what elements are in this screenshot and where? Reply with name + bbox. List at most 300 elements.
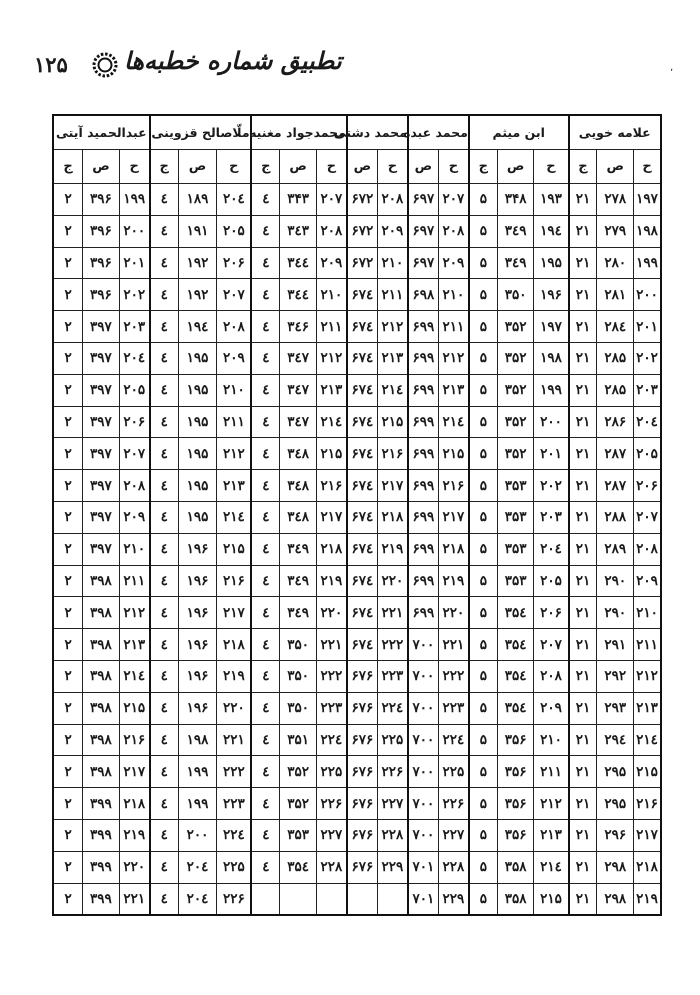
group-header-row (53, 115, 661, 150)
table-cell: ۶۹۹ (408, 374, 439, 406)
table-cell: ۲۲۶ (316, 788, 346, 820)
table-cell: ۵ (469, 215, 497, 247)
table-cell: ۱۹۵ (178, 470, 217, 502)
table-cell: ٤ (150, 883, 178, 915)
table-cell: ۲۸۷ (597, 438, 634, 470)
table-cell: ۶۹۹ (408, 533, 439, 565)
table-cell: ۲۰۹ (438, 247, 468, 279)
table-cell: ۲۹۲ (597, 660, 634, 692)
table-cell: ۲۲۶ (217, 883, 252, 915)
table-cell: ۲۱٤ (634, 724, 661, 756)
table-cell: ۳۹۶ (83, 279, 120, 311)
table-cell: ۲۱۱ (438, 311, 468, 343)
table-cell: ۲۱ (569, 597, 597, 629)
table-cell: ٤ (251, 629, 279, 661)
table-cell: ۳٤۷ (280, 342, 317, 374)
table-cell: ۶۹۷ (408, 215, 439, 247)
table-cell: ۵ (469, 692, 497, 724)
page-header (30, 40, 674, 90)
table-cell: ٤ (150, 692, 178, 724)
table-cell: ۱۹٤ (534, 215, 569, 247)
table-row (53, 629, 661, 661)
table-cell: ۲ (53, 629, 83, 661)
table-cell: ۲۱۹ (217, 660, 252, 692)
table-cell: ۲۰۰ (119, 215, 149, 247)
table-cell: ۲۱ (569, 406, 597, 438)
table-cell: ۶۹۹ (408, 597, 439, 629)
table-cell: ۱۹۵ (178, 374, 217, 406)
table-cell: ۲۰۹ (217, 342, 252, 374)
table-cell: ۲۲۲ (377, 629, 407, 661)
table-cell: ۲۲۹ (438, 883, 468, 915)
table-cell: ۲۱٤ (377, 374, 407, 406)
table-cell: ٤ (150, 342, 178, 374)
table-cell: ۳٤٤ (280, 279, 317, 311)
table-row (53, 851, 661, 883)
table-cell: ۳۹۷ (83, 438, 120, 470)
table-cell: ۵ (469, 629, 497, 661)
table-cell: ٤ (150, 374, 178, 406)
table-cell: ۳٤۶ (280, 311, 317, 343)
table-cell: ۱۹۹ (534, 374, 569, 406)
table-cell: ۲۱٤ (119, 660, 149, 692)
table-cell: ۲۱ (569, 342, 597, 374)
table-row (53, 247, 661, 279)
table-cell: ۵ (469, 247, 497, 279)
table-cell: ۲۱ (569, 533, 597, 565)
table-cell: ۲۱۵ (217, 533, 252, 565)
table-cell: ۲۰۱ (534, 438, 569, 470)
table-cell: ۲۱۵ (438, 438, 468, 470)
table-cell: ۲ (53, 565, 83, 597)
table-cell: ۵ (469, 406, 497, 438)
table-cell: ۶۷۶ (347, 724, 378, 756)
table-cell: ۳۵۳ (497, 533, 534, 565)
table-cell: ۱۹۶ (178, 565, 217, 597)
table-cell: ۲ (53, 788, 83, 820)
table-cell: ۳۹۹ (83, 819, 120, 851)
table-cell: ۲۰۶ (119, 406, 149, 438)
group-header-mughniyah: محمدجواد مغنیه (251, 115, 347, 150)
table-cell: ۱۹۲ (178, 247, 217, 279)
sub-header-cell: ج (469, 150, 497, 184)
table-cell: ۲۱۰ (316, 279, 346, 311)
table-cell: ۲ (53, 438, 83, 470)
table-cell: ۲۰۳ (119, 311, 149, 343)
table-cell: ٤ (150, 247, 178, 279)
table-cell: ۲ (53, 279, 83, 311)
table-cell: ۲۲۸ (438, 851, 468, 883)
sub-header-cell: ص (178, 150, 217, 184)
table-cell: ۶۹۹ (408, 501, 439, 533)
table-cell: ۳٤۹ (280, 597, 317, 629)
table-cell: ۲۰۶ (534, 597, 569, 629)
table-cell: ۱۹۱ (178, 215, 217, 247)
table-cell: ۵ (469, 533, 497, 565)
table-cell: ۲۱ (569, 311, 597, 343)
table-cell: ۵ (469, 470, 497, 502)
table-cell: ۳۹۹ (83, 788, 120, 820)
table-cell: ۶۹۹ (408, 311, 439, 343)
table-cell: ۳۵۶ (497, 756, 534, 788)
table-row (53, 883, 661, 915)
table-cell: ۶۹۹ (408, 565, 439, 597)
table-cell: ۲۱ (569, 756, 597, 788)
sub-header-cell: ح (316, 150, 346, 184)
table-cell: ۲۰۷ (119, 438, 149, 470)
table-cell: ۲۲۳ (438, 692, 468, 724)
table-cell: ٤ (150, 851, 178, 883)
table-cell: ۵ (469, 311, 497, 343)
table-cell: ٤ (150, 788, 178, 820)
table-cell (347, 883, 378, 915)
table-cell: ۳٤۸ (280, 438, 317, 470)
table-cell: ۲۹۵ (597, 788, 634, 820)
table-cell: ۳۵۰ (497, 279, 534, 311)
table-row (53, 724, 661, 756)
table-cell: ۱۹٤ (178, 311, 217, 343)
table-cell: ۲ (53, 215, 83, 247)
table-cell: ۲۱۲ (534, 788, 569, 820)
table-cell: ۲۰۸ (634, 533, 661, 565)
table-cell: ۲۱۳ (634, 692, 661, 724)
table-cell: ٤ (251, 851, 279, 883)
table-cell: ۲ (53, 724, 83, 756)
table-cell: ۲ (53, 342, 83, 374)
table-cell: ۱۹۸ (178, 724, 217, 756)
group-header-abduh: محمد عبده (408, 115, 469, 150)
table-cell: ۲۱۵ (316, 438, 346, 470)
table-cell: ۳٤۹ (280, 565, 317, 597)
table-cell: ۲۱۳ (119, 629, 149, 661)
table-cell: ۳۵۲ (280, 756, 317, 788)
concordance-table (52, 114, 662, 916)
table-cell: ٤ (150, 597, 178, 629)
table-cell: ۲۹۱ (597, 629, 634, 661)
table-cell: ۶۷٤ (347, 374, 378, 406)
table-cell: ۲۱۸ (119, 788, 149, 820)
sub-header-cell: ح (217, 150, 252, 184)
table-cell: ٤ (251, 215, 279, 247)
table-cell: ۲۲۵ (217, 851, 252, 883)
group-header-qazvini: ملّاصالح قزوینی (150, 115, 252, 150)
table-cell: ۲۸۵ (597, 374, 634, 406)
table-cell: ۳۵۲ (497, 438, 534, 470)
table-cell: ۱۹۳ (534, 184, 569, 216)
table-cell: ۲ (53, 247, 83, 279)
table-cell: ۳۵۱ (280, 724, 317, 756)
table-cell: ۲۱۰ (634, 597, 661, 629)
table-cell: ۲۱ (569, 279, 597, 311)
table-cell: ۲۲۲ (217, 756, 252, 788)
table-cell: ۲۱۶ (377, 438, 407, 470)
table-cell: ۵ (469, 184, 497, 216)
table-cell: ۷۰۰ (408, 692, 439, 724)
table-cell: ۲۲٤ (316, 724, 346, 756)
table-cell: ۲۱٤ (438, 406, 468, 438)
table-cell: ۲۱۶ (438, 470, 468, 502)
group-header-ibn-maytham: ابن میثم (469, 115, 569, 150)
table-cell: ۷۰۰ (408, 788, 439, 820)
table-cell: ۱۹۸ (534, 342, 569, 374)
table-cell: ۶۷۲ (347, 247, 378, 279)
table-row (53, 819, 661, 851)
table-cell: ۳۵۸ (497, 851, 534, 883)
table-row (53, 374, 661, 406)
table-cell: ۲۰٤ (119, 342, 149, 374)
table-cell: ۲۱۷ (438, 501, 468, 533)
table-cell: ۲۱۲ (438, 342, 468, 374)
table-cell: ۳۵۶ (497, 724, 534, 756)
table-cell: ۲۲۰ (316, 597, 346, 629)
sub-header-cell: ح (634, 150, 661, 184)
table-cell: ۲۹٤ (597, 724, 634, 756)
table-cell: ۶۷۶ (347, 692, 378, 724)
table-cell: ۲۰۸ (438, 215, 468, 247)
table-cell: ۲۱۹ (377, 533, 407, 565)
table-cell: ۶۹۹ (408, 470, 439, 502)
table-cell: ۲۱۰ (377, 247, 407, 279)
table-cell: ۲۱ (569, 565, 597, 597)
table-cell: ۱۹۶ (534, 279, 569, 311)
table-cell: ۲۰۲ (634, 342, 661, 374)
table-cell: ۱۹۹ (634, 247, 661, 279)
table-cell: ۲۹۵ (597, 756, 634, 788)
table-cell: ۲۱۱ (534, 756, 569, 788)
table-cell: ۷۰۱ (408, 851, 439, 883)
table-cell: ۲۱۶ (119, 724, 149, 756)
table-cell: ۲۱۷ (634, 819, 661, 851)
table-cell: ۲۲۰ (119, 851, 149, 883)
table-cell: ۵ (469, 883, 497, 915)
table-cell: ۳۹۷ (83, 374, 120, 406)
table-cell: ۲۸۵ (597, 342, 634, 374)
flower-ornament-icon (92, 52, 118, 78)
table-cell: ۲۱۷ (119, 756, 149, 788)
table-cell: ۳۵۲ (497, 311, 534, 343)
table-cell: ۳۴۳ (280, 184, 317, 216)
table-cell: ۲۱ (569, 660, 597, 692)
sub-header-cell: ص (83, 150, 120, 184)
table-cell: ۲۰۹ (634, 565, 661, 597)
table-cell: ۲۰۶ (634, 470, 661, 502)
table-row (53, 342, 661, 374)
table-cell: ۲ (53, 756, 83, 788)
table-cell: ۲۱٤ (534, 851, 569, 883)
table-cell: ۲۸٤ (597, 311, 634, 343)
table-cell: ۳۹۶ (83, 215, 120, 247)
table-cell: ۶۷٤ (347, 597, 378, 629)
table-cell: ۲۲۷ (316, 819, 346, 851)
table-cell: ۳۵۳ (497, 470, 534, 502)
table-cell (377, 883, 407, 915)
table-cell: ۶۷۶ (347, 819, 378, 851)
table-cell: ۳۵۳ (497, 501, 534, 533)
table-cell: ۶۹۹ (408, 342, 439, 374)
table-cell: ۲۱ (569, 851, 597, 883)
table-cell: ۳۹۷ (83, 342, 120, 374)
sub-header-cell: ص (597, 150, 634, 184)
table-cell: ۳٤۳ (280, 215, 317, 247)
table-cell: ۳۵۸ (497, 883, 534, 915)
table-cell: ۲۱۳ (217, 470, 252, 502)
table-cell: ٤ (251, 565, 279, 597)
table-cell: ۵ (469, 724, 497, 756)
table-cell: ۶۹۹ (408, 406, 439, 438)
table-cell: ٤ (150, 279, 178, 311)
table-cell: ۳۵٤ (497, 629, 534, 661)
table-cell: ٤ (251, 184, 279, 216)
table-cell: ۱۹۸ (634, 215, 661, 247)
page-number: ۱۲۵ (34, 52, 68, 77)
table-cell: ٤ (150, 660, 178, 692)
table-cell: ۶۷٤ (347, 311, 378, 343)
table-cell: ۲۲۲ (438, 660, 468, 692)
group-header-khoei: علامه خویی (569, 115, 662, 150)
table-cell: ۱۹۷ (534, 311, 569, 343)
table-cell: ۲۱ (569, 724, 597, 756)
table-cell: ۲۱۹ (119, 819, 149, 851)
table-cell: ۲۱۲ (217, 438, 252, 470)
table-cell: ٤ (150, 565, 178, 597)
table-row (53, 184, 661, 216)
table-cell: ۲۱۷ (316, 501, 346, 533)
table-cell: ۲ (53, 819, 83, 851)
table-cell: ۲۲۳ (377, 660, 407, 692)
table-cell: ۶۷۶ (347, 851, 378, 883)
table-cell: ٤ (251, 501, 279, 533)
table-cell: ۲۹۸ (597, 883, 634, 915)
table-cell: ۲۰۹ (534, 692, 569, 724)
table-cell: ۲ (53, 184, 83, 216)
table-cell: ۲۰۵ (634, 438, 661, 470)
table-cell: ۲۲۸ (377, 819, 407, 851)
table-cell: ۳۵۶ (497, 788, 534, 820)
table-cell: ۳٤۷ (280, 406, 317, 438)
table-row (53, 501, 661, 533)
table-cell: ۳٤۹ (497, 247, 534, 279)
table-cell: ۲ (53, 660, 83, 692)
table-cell: ۲۱۳ (377, 342, 407, 374)
table-cell: ۲۱۰ (438, 279, 468, 311)
table-cell: ۲۲۵ (316, 756, 346, 788)
table-cell: ٤ (150, 724, 178, 756)
table-cell: ۲۲۳ (217, 788, 252, 820)
table-cell: ۲ (53, 692, 83, 724)
table-cell: ۲۹۰ (597, 597, 634, 629)
table-cell: ۲ (53, 883, 83, 915)
table-cell: ۲۱ (569, 692, 597, 724)
table-cell: ۳۹۸ (83, 724, 120, 756)
table-cell: ٤ (251, 438, 279, 470)
table-cell: ۲۱ (569, 788, 597, 820)
table-row (53, 533, 661, 565)
table-cell: ۳٤۹ (497, 215, 534, 247)
table-cell: ٤ (251, 756, 279, 788)
table-cell: ٤ (150, 501, 178, 533)
table-cell: ۲۱۸ (377, 501, 407, 533)
table-cell: ۲۲۱ (217, 724, 252, 756)
table-cell: ۲۰۹ (119, 501, 149, 533)
table-cell: ۳۹۷ (83, 406, 120, 438)
table-cell: ۲۰۸ (119, 470, 149, 502)
table-cell: ۶۹۹ (408, 438, 439, 470)
table-cell: ۲۸۸ (597, 501, 634, 533)
table-cell: ۱۹۶ (178, 660, 217, 692)
table-cell: ٤ (251, 342, 279, 374)
table-row (53, 692, 661, 724)
table-cell: ۲۰۵ (217, 215, 252, 247)
table-cell: ۲۰۸ (217, 311, 252, 343)
table-cell: ۲۲۱ (377, 597, 407, 629)
table-cell: ۲۸۱ (597, 279, 634, 311)
table-cell: ۵ (469, 756, 497, 788)
table-cell: ۲۲٤ (438, 724, 468, 756)
sub-header-cell: ص (280, 150, 317, 184)
table-cell: ۲۰۰ (178, 819, 217, 851)
table-cell: ۲۱۲ (377, 311, 407, 343)
table-cell: ۳٤٤ (280, 247, 317, 279)
table-cell: ۱۹۶ (178, 533, 217, 565)
table-cell: ۲۱۲ (316, 342, 346, 374)
table-cell: ۳۴۸ (497, 184, 534, 216)
table-cell: ۲۲٤ (377, 692, 407, 724)
table-cell: ٤ (150, 470, 178, 502)
table-cell: ۶۷٤ (347, 438, 378, 470)
table-cell: ۳۵۲ (497, 342, 534, 374)
group-header-ayati: عبدالحمید آیتی (53, 115, 150, 150)
table-cell: ۳۵٤ (497, 692, 534, 724)
table-cell: ۲۰۰ (634, 279, 661, 311)
table-cell: ۳۹۸ (83, 597, 120, 629)
sub-header-cell: ج (251, 150, 279, 184)
table-cell: ۷۰۰ (408, 819, 439, 851)
table-cell: ۲۰۵ (119, 374, 149, 406)
table-cell: ۲۰۰ (534, 406, 569, 438)
table-cell: ٤ (150, 438, 178, 470)
table-cell: ۳۹۸ (83, 660, 120, 692)
table-row (53, 438, 661, 470)
sub-header-cell: ح (119, 150, 149, 184)
table-cell: ۱۹۹ (178, 788, 217, 820)
table-cell: ۳۵۳ (497, 565, 534, 597)
group-header-dashti: محمد دشتی (347, 115, 408, 150)
table-cell: ۵ (469, 565, 497, 597)
table-cell: ۲۸۹ (597, 533, 634, 565)
table-cell: ٤ (150, 756, 178, 788)
table-cell: ۶۹۷ (408, 184, 439, 216)
table-cell: ۳٤۸ (280, 470, 317, 502)
table-cell: ۳٤۷ (280, 374, 317, 406)
table-cell: ۲۸۰ (597, 247, 634, 279)
table-cell: ۷۰۰ (408, 660, 439, 692)
table-cell: ۲۱ (569, 374, 597, 406)
table-cell: ۲۱۲ (634, 660, 661, 692)
table-cell: ۲۱۲ (119, 597, 149, 629)
table-cell: ۲۱ (569, 247, 597, 279)
table-cell: ۲۱ (569, 438, 597, 470)
table-cell: ۳۹۷ (83, 311, 120, 343)
table-cell (280, 883, 317, 915)
table-cell: ۵ (469, 819, 497, 851)
table-row (53, 406, 661, 438)
table-cell: ۲۱۵ (534, 883, 569, 915)
sub-header-cell: ص (347, 150, 378, 184)
table-cell: ۲۱ (569, 184, 597, 216)
table-cell: ۳۵٤ (497, 597, 534, 629)
table-cell: ۲ (53, 374, 83, 406)
table-cell: ۲۲۰ (217, 692, 252, 724)
